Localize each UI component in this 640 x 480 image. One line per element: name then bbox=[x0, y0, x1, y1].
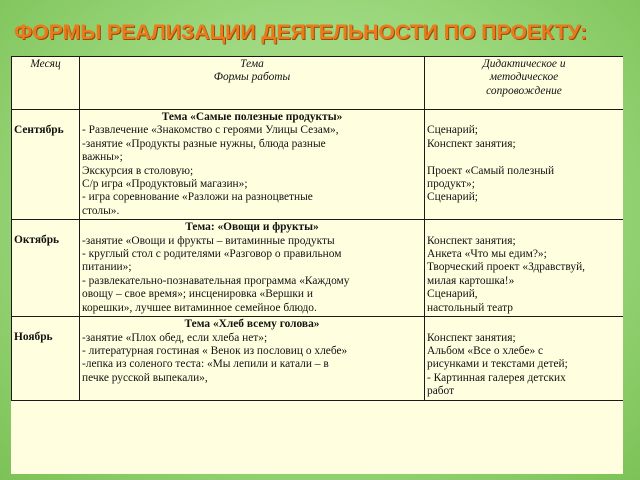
table-header-row bbox=[12, 57, 624, 110]
support-line: Конспект занятия; bbox=[427, 234, 516, 247]
support-line: Альбом «Все о хлебе» с bbox=[427, 344, 544, 357]
table-row-november bbox=[12, 317, 624, 400]
support-line: настольный театр bbox=[427, 301, 513, 314]
activity-line: - Развлечение «Знакомство с героями Улицы Сезам», bbox=[82, 124, 339, 137]
table-sheet bbox=[11, 56, 623, 474]
activity-line: С/р игра «Продуктовый магазин»; bbox=[82, 178, 248, 191]
support-line: Проект «Самый полезный bbox=[427, 164, 555, 177]
activities-cell bbox=[80, 317, 425, 400]
header-theme-line: Формы работы bbox=[213, 71, 291, 84]
activity-line: важны»; bbox=[82, 151, 123, 164]
table-row-september bbox=[12, 110, 624, 220]
theme-title: Тема «Самые полезные продукты» bbox=[161, 111, 343, 123]
support-line: Сценарий, bbox=[427, 288, 478, 301]
support-line: Конспект занятия; bbox=[427, 137, 516, 150]
activity-line: - игра соревнование «Разложи на разноцветные bbox=[82, 191, 313, 204]
header-support-line: сопровождение bbox=[486, 84, 562, 97]
month-cell: Октябрь bbox=[12, 220, 80, 317]
support-line: Сценарий; bbox=[427, 124, 478, 137]
activity-line: -лепка из соленого теста: «Мы лепили и катали – в bbox=[82, 358, 329, 371]
header-support-line: Дидактическое и bbox=[482, 58, 566, 70]
activity-line: -занятие «Продукты разные нужны, блюда разные bbox=[82, 137, 326, 150]
header-support bbox=[425, 57, 624, 110]
activity-line: -занятие «Овощи и фрукты – витаминные продукты bbox=[82, 234, 335, 247]
activities-cell bbox=[80, 110, 425, 220]
activity-line: печке русской выпекали», bbox=[82, 371, 208, 384]
activity-line: столы». bbox=[82, 204, 120, 217]
support-line: милая картошка!» bbox=[427, 274, 515, 287]
slide-title: ФОРМЫ РЕАЛИЗАЦИИ ДЕЯТЕЛЬНОСТИ ПО ПРОЕКТУ: bbox=[14, 20, 587, 44]
activity-line: Экскурсия в столовую; bbox=[82, 164, 194, 177]
project-plan-table bbox=[11, 56, 623, 401]
header-theme bbox=[80, 57, 425, 110]
table-row-october bbox=[12, 220, 624, 317]
activities-cell bbox=[80, 220, 425, 317]
month-cell: Сентябрь bbox=[12, 110, 80, 220]
theme-title: Тема: «Овощи и фрукты» bbox=[185, 221, 319, 234]
activity-line: - литературная гостиная « Венок из пословиц о хлебе» bbox=[82, 344, 348, 357]
activity-line: -занятие «Плох обед, если хлеба нет»; bbox=[82, 331, 268, 344]
support-line: - Картинная галерея детских bbox=[427, 371, 566, 384]
support-line: продукт»; bbox=[427, 178, 475, 191]
support-line: Сценарий; bbox=[427, 191, 478, 204]
theme-title: Тема «Хлеб всему голова» bbox=[184, 318, 320, 331]
header-month-label: Месяц bbox=[30, 58, 61, 70]
activity-line: - развлекательно-познавательная программа «Каждому bbox=[82, 274, 350, 287]
support-line bbox=[427, 151, 621, 164]
support-line: Творческий проект «Здравствуй, bbox=[427, 261, 586, 274]
support-cell bbox=[425, 220, 624, 317]
activity-line: - круглый стол с родителями «Разговор о правильном bbox=[82, 248, 342, 261]
support-line: Конспект занятия; bbox=[427, 331, 516, 344]
activity-line: питании»; bbox=[82, 261, 132, 274]
support-line: работ bbox=[427, 385, 455, 398]
support-line: Анкета «Что мы едим?»; bbox=[427, 248, 547, 261]
header-support-line: методическое bbox=[489, 71, 559, 84]
support-line: рисунками и текстами детей; bbox=[427, 358, 568, 371]
header-month bbox=[12, 57, 80, 110]
activity-line: овощу – свое время»; инсценировка «Вершки и bbox=[82, 288, 313, 301]
support-cell bbox=[425, 110, 624, 220]
month-cell: Ноябрь bbox=[12, 317, 80, 400]
header-theme-line: Тема bbox=[240, 58, 264, 70]
activity-line: корешки», лучшее витаминное семейное блюдо. bbox=[82, 301, 317, 314]
support-cell bbox=[425, 317, 624, 400]
